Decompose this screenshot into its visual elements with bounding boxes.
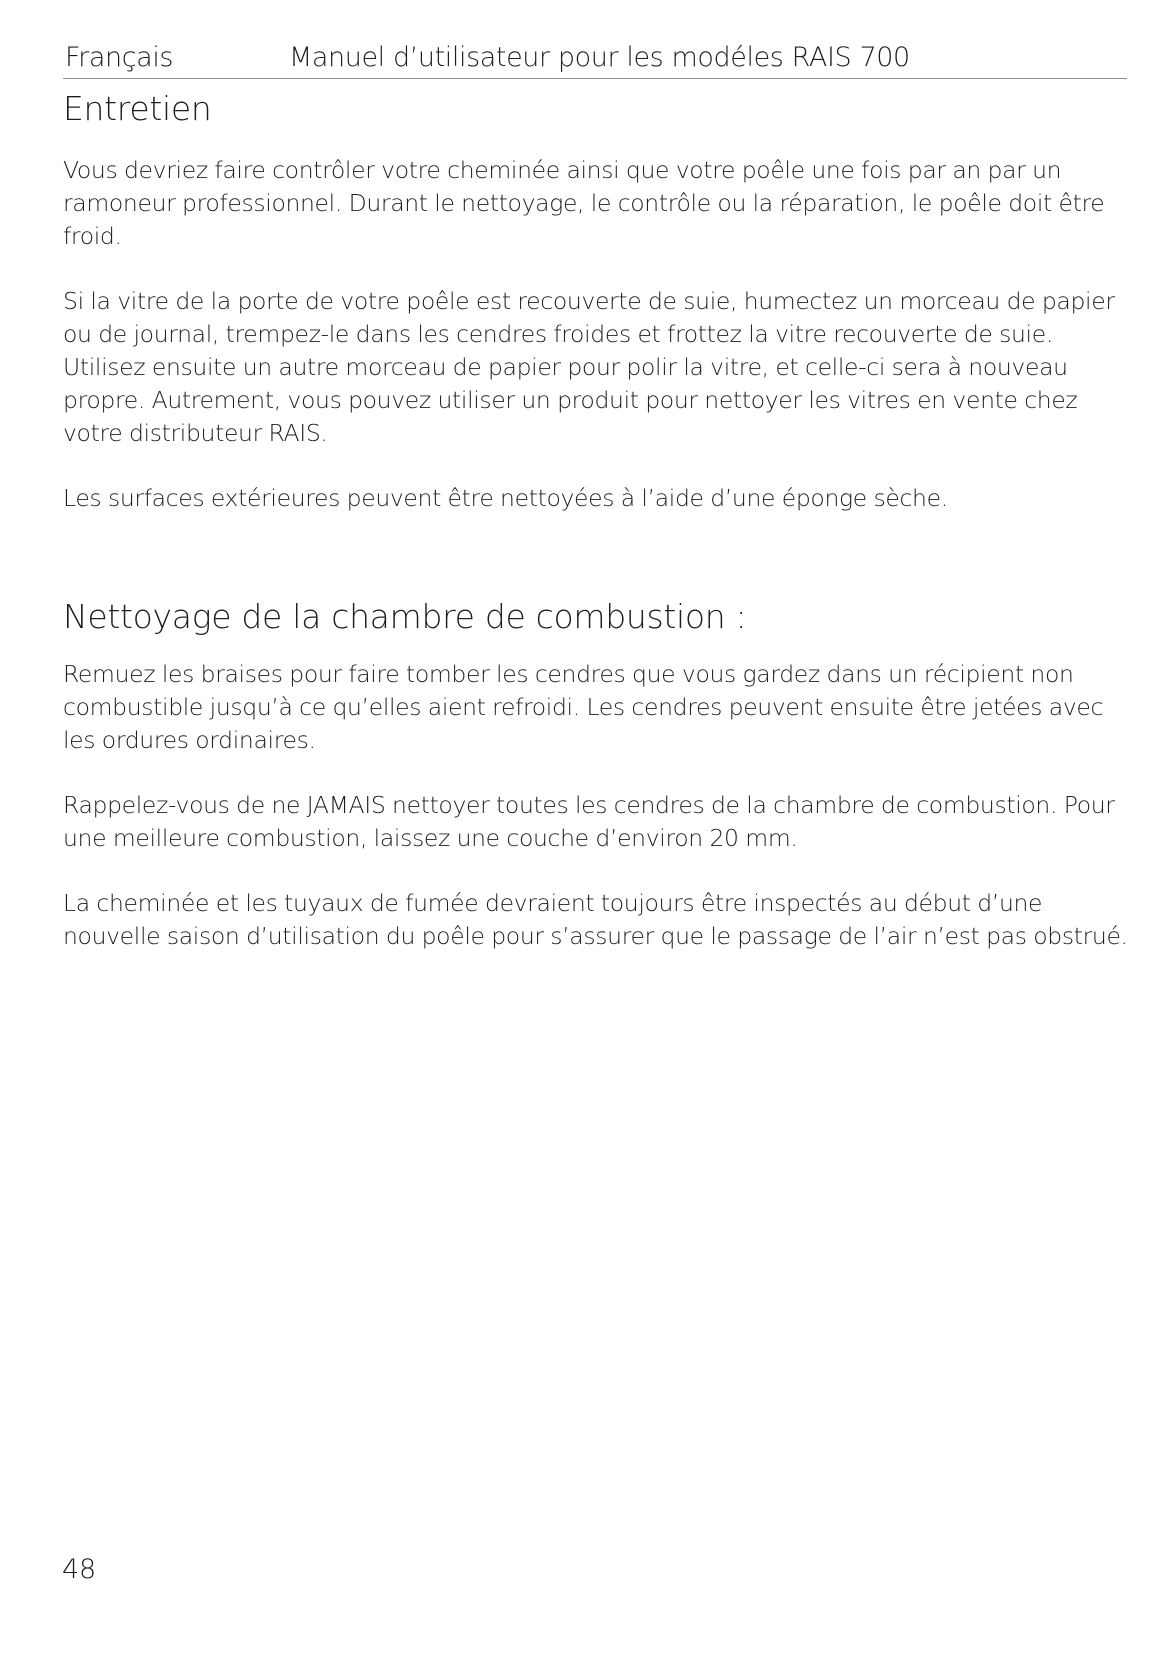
- header-title: Manuel d’utilisateur pour les modéles RAIS 700: [289, 42, 910, 73]
- page-number: 48: [62, 1554, 96, 1585]
- paragraph-vitre-nettoyage: Si la vitre de la porte de votre poêle est recouverte de suie, humectez un morceau de papier ou de journal, trempez-le dans les cendres froides et frottez la vitre recouverte de suie. Utilisez ensuite un autre morceau de papier pour polir la vitre, et celle-ci sera à nouveau propre. Autrement, vous pouvez utiliser un produit pour nettoyer les vitres en vente chez votre distributeur RAIS.: [63, 287, 1115, 447]
- page-header: [63, 38, 1127, 79]
- paragraph-inspection-conduits: La cheminée et les tuyaux de fumée devraient toujours être inspectés au début d’une nouvelle saison d’utilisation du poêle pour s’assurer que le passage de l’air n’est pas obstrué.: [63, 889, 1128, 950]
- paragraph-braises-cendres: Remuez les braises pour faire tomber les cendres que vous gardez dans un récipient non combustible jusqu’à ce qu’elles aient refroidi. Les cendres peuvent ensuite être jetées avec les ordures ordinaires.: [63, 660, 1104, 754]
- paragraph-cheminee-controle: Vous devriez faire contrôler votre cheminée ainsi que votre poêle une fois par an par un ramoneur professionnel. Durant le nettoyage, le contrôle ou la réparation, le poêle doit être froid.: [63, 156, 1105, 250]
- header-language: Français: [65, 42, 174, 73]
- paragraph-surfaces-exterieures: Les surfaces extérieures peuvent être nettoyées à l’aide d’une éponge sèche.: [63, 484, 948, 512]
- section-title-nettoyage: Nettoyage de la chambre de combustion :: [63, 597, 747, 636]
- paragraph-couche-cendres: Rappelez-vous de ne JAMAIS nettoyer toutes les cendres de la chambre de combustion. Pour une meilleure combustion, laissez une couche d’environ 20 mm.: [63, 791, 1115, 852]
- page-content: [63, 86, 1137, 953]
- section-title-entretien: Entretien: [63, 89, 212, 128]
